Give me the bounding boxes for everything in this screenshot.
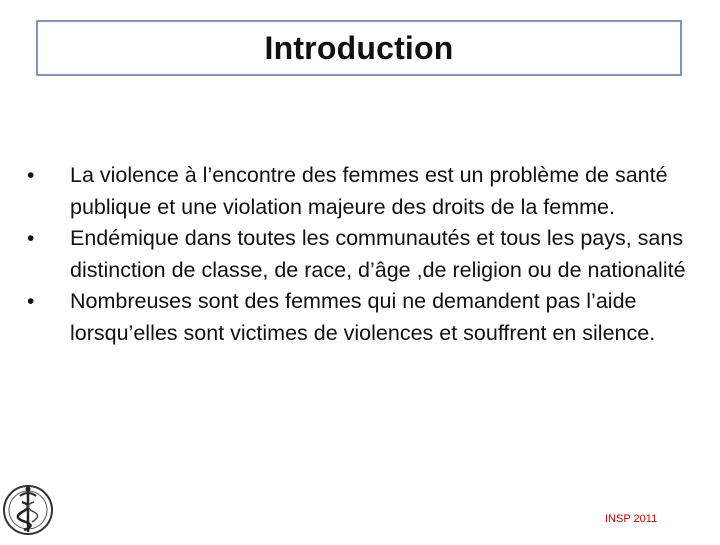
- bullet-marker: •: [27, 227, 35, 250]
- bullet-text: Endémique dans toutes les communautés et tous les pays, sans distinction de classe, de race, d’âge ,de religion ou de nationalité: [70, 226, 686, 282]
- slide-title: Introduction: [264, 29, 454, 66]
- footer-label: INSP 2011: [605, 513, 658, 525]
- bullet-marker: •: [27, 164, 35, 187]
- bullet-text: Nombreuses sont des femmes qui ne demandent pas l’aide lorsqu’elles sont victimes de violences et souffrent en silence.: [70, 289, 656, 345]
- title-box: [36, 20, 682, 76]
- caduceus-seal-icon: [0, 476, 60, 540]
- bullet-item: [22, 160, 692, 223]
- bullet-item: [22, 286, 692, 349]
- bullet-marker: •: [27, 290, 35, 313]
- bullet-text: La violence à l’encontre des femmes est un problème de santé publique et une violation majeure des droits de la femme.: [70, 163, 668, 219]
- bullet-list: [22, 160, 692, 349]
- bullet-item: [22, 223, 692, 286]
